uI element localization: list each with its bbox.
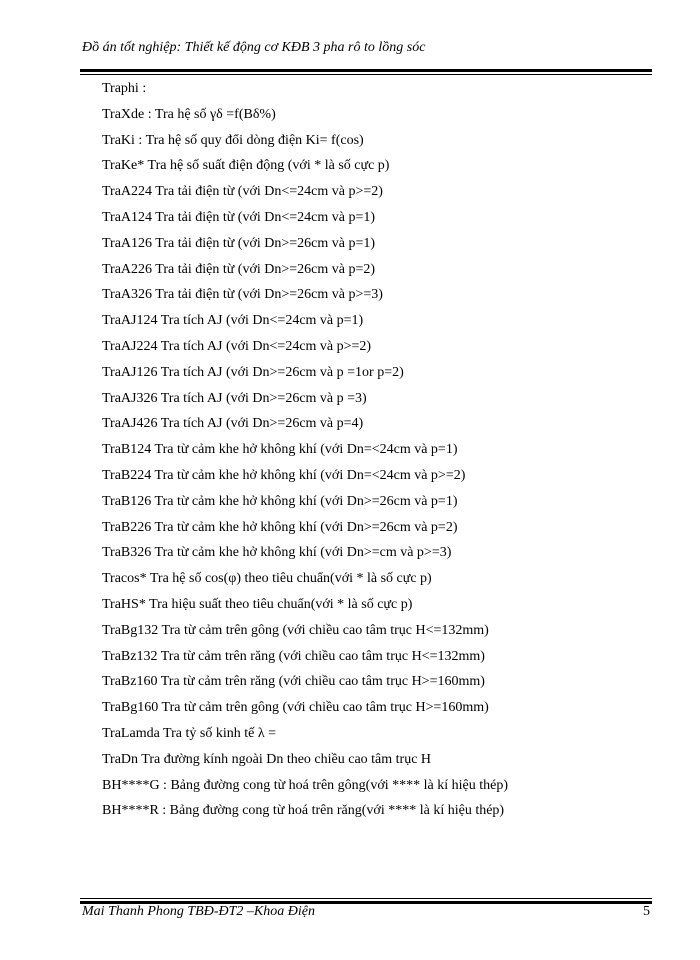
list-item: TraB124 Tra từ cảm khe hở không khí (với Dn=<24cm và p=1) bbox=[102, 442, 458, 458]
list-item: TraB224 Tra từ cảm khe hở không khí (với Dn=<24cm và p>=2) bbox=[102, 467, 466, 483]
header-rule-thin bbox=[80, 74, 652, 75]
function-list bbox=[102, 76, 662, 824]
list-item: TraKe* Tra hệ số suất điện động (với * là số cực p) bbox=[102, 158, 390, 174]
list-item: TraB126 Tra từ cảm khe hở không khí (với Dn>=26cm và p=1) bbox=[102, 493, 458, 509]
footer-author: Mai Thanh Phong TBĐ-ĐT2 –Khoa Điện bbox=[82, 904, 315, 919]
list-item: TraA326 Tra tải điện từ (với Dn>=26cm và p>=3) bbox=[102, 287, 383, 303]
page-number: 5 bbox=[643, 904, 650, 919]
list-item: TraBz132 Tra từ cảm trên răng (với chiều cao tâm trục H<=132mm) bbox=[102, 648, 485, 664]
list-item: TraAJ426 Tra tích AJ (với Dn>=26cm và p=4) bbox=[102, 416, 364, 432]
list-item: BH****G : Bảng đường cong từ hoá trên gông(với **** là kí hiệu thép) bbox=[102, 777, 508, 793]
list-item: TraAJ224 Tra tích AJ (với Dn<=24cm và p>=2) bbox=[102, 338, 372, 354]
list-item: TraA124 Tra tải điện từ (với Dn<=24cm và p=1) bbox=[102, 209, 376, 225]
list-item: BH****R : Bảng đường cong từ hoá trên răng(với **** là kí hiệu thép) bbox=[102, 803, 505, 819]
list-item: TraB226 Tra từ cảm khe hở không khí (với Dn>=26cm và p=2) bbox=[102, 519, 458, 535]
list-item: TraA224 Tra tải điện từ (với Dn<=24cm và p>=2) bbox=[102, 184, 383, 200]
list-item: TraLamda Tra tỷ số kinh tế λ = bbox=[102, 725, 277, 741]
list-item: TraAJ326 Tra tích AJ (với Dn>=26cm và p =3) bbox=[102, 390, 367, 406]
list-item: Tracos* Tra hệ số cos(φ) theo tiêu chuẩn(với * là số cực p) bbox=[102, 571, 432, 587]
list-item: TraDn Tra đường kính ngoài Dn theo chiều cao tâm trục H bbox=[102, 751, 432, 767]
list-item: TraHS* Tra hiệu suất theo tiêu chuẩn(với * là số cực p) bbox=[102, 596, 413, 612]
list-item: TraAJ126 Tra tích AJ (với Dn>=26cm và p =1or p=2) bbox=[102, 364, 404, 380]
list-item: TraAJ124 Tra tích AJ (với Dn<=24cm và p=1) bbox=[102, 313, 364, 329]
list-item: TraBz160 Tra từ cảm trên răng (với chiều cao tâm trục H>=160mm) bbox=[102, 674, 485, 690]
footer-rule-thin bbox=[80, 898, 652, 899]
list-item: TraA126 Tra tải điện từ (với Dn>=26cm và p=1) bbox=[102, 235, 376, 251]
list-item: TraA226 Tra tải điện từ (với Dn>=26cm và p=2) bbox=[102, 261, 376, 277]
list-item: TraKi : Tra hệ số quy đổi dòng điện Ki= f(cos) bbox=[102, 132, 364, 148]
list-item: TraBg160 Tra từ cảm trên gông (với chiều cao tâm trục H>=160mm) bbox=[102, 700, 489, 716]
list-item: TraBg132 Tra từ cảm trên gông (với chiều cao tâm trục H<=132mm) bbox=[102, 622, 489, 638]
list-item: Traphi : bbox=[102, 81, 147, 96]
page-header-title: Đồ án tốt nghiệp: Thiết kế động cơ KĐB 3 pha rô to lồng sóc bbox=[82, 40, 426, 55]
header-rule-thick bbox=[80, 69, 652, 72]
list-item: TraXde : Tra hệ số γδ =f(Bδ%) bbox=[102, 106, 276, 122]
list-item: TraB326 Tra từ cảm khe hở không khí (với Dn>=cm và p>=3) bbox=[102, 545, 452, 561]
